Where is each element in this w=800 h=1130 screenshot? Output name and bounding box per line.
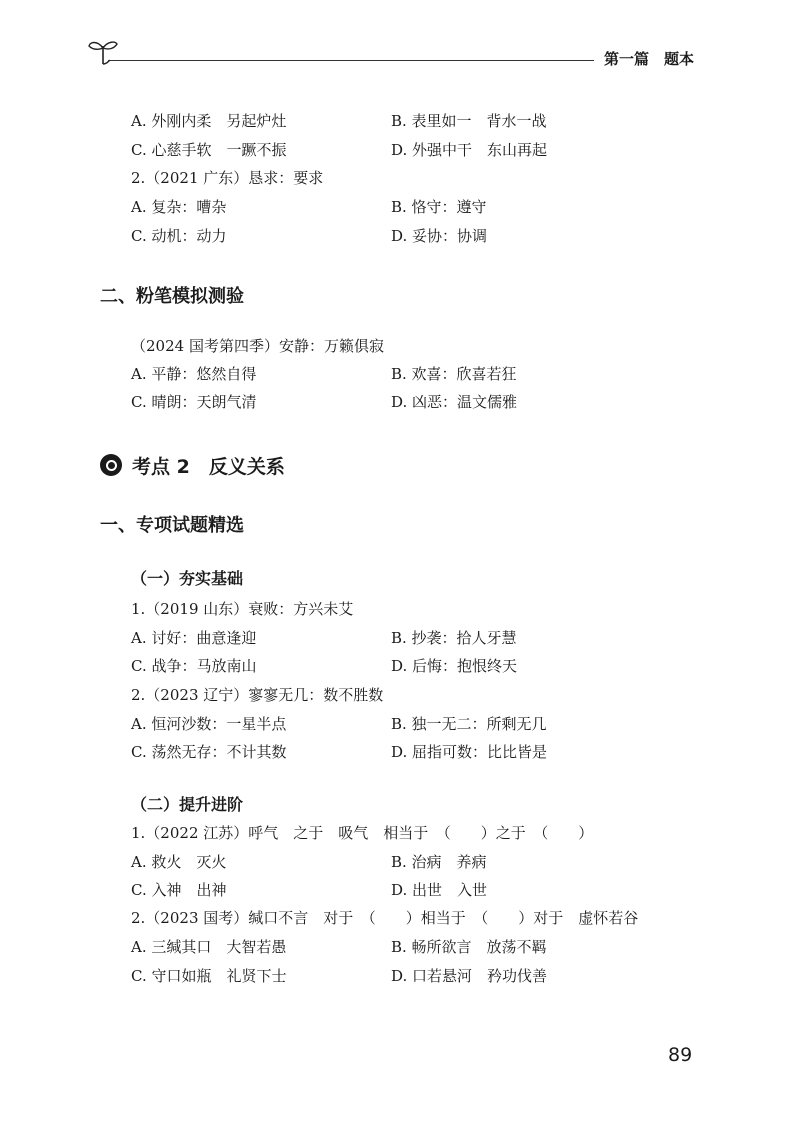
header-label: 第一篇 题本 [604, 50, 695, 68]
question-stem: （2024 国考第四季）安静：万籁俱寂 [131, 337, 384, 355]
option-d: D. 出世 入世 [391, 881, 488, 899]
option-b: B. 畅所欲言 放荡不羁 [391, 938, 547, 956]
option-d: D. 妥协：协调 [391, 227, 488, 245]
option-b: B. 恪守：遵守 [391, 198, 487, 216]
option-c: C. 入神 出神 [131, 881, 227, 899]
option-a: A. 复杂：嘈杂 [131, 198, 227, 216]
option-b: B. 表里如一 背水一战 [391, 112, 547, 130]
option-c: C. 心慈手软 一蹶不振 [131, 141, 287, 159]
option-d: D. 后悔：抱恨终天 [391, 657, 518, 675]
option-b: B. 欢喜：欣喜若狂 [391, 365, 517, 383]
option-a: A. 救火 灭火 [131, 853, 227, 871]
question-stem: 2.（2023 辽宁）寥寥无几：数不胜数 [131, 686, 384, 704]
question-stem: 1.（2019 山东）衰败：方兴未艾 [131, 600, 354, 618]
header-rule [108, 60, 594, 61]
question-stem: 1.（2022 江苏）呼气 之于 吸气 相当于 （ ）之于 （ ） [131, 824, 594, 842]
option-a: A. 外刚内柔 另起炉灶 [131, 112, 287, 130]
page-number: 89 [668, 1044, 693, 1066]
question-stem: 2.（2023 国考）缄口不言 对于 （ ）相当于 （ ）对于 虚怀若谷 [131, 909, 639, 927]
option-b: B. 独一无二：所剩无几 [391, 715, 547, 733]
option-d: D. 凶恶：温文儒雅 [391, 393, 518, 411]
option-d: D. 屈指可数：比比皆是 [391, 743, 548, 761]
subsection-heading: （一）夯实基础 [131, 569, 244, 588]
topic-bullet-icon [100, 454, 122, 476]
option-c: C. 战争：马放南山 [131, 657, 257, 675]
subsection-heading: （二）提升进阶 [131, 795, 244, 814]
option-c: C. 晴朗：天朗气清 [131, 393, 257, 411]
option-a: A. 平静：悠然自得 [131, 365, 257, 383]
option-a: A. 三缄其口 大智若愚 [131, 938, 287, 956]
option-a: A. 恒河沙数：一星半点 [131, 715, 287, 733]
option-c: C. 动机：动力 [131, 227, 227, 245]
sprout-icon [86, 36, 120, 66]
option-a: A. 讨好：曲意逢迎 [131, 629, 257, 647]
section-heading: 一、专项试题精选 [100, 515, 244, 536]
question-stem: 2.（2021 广东）恳求：要求 [131, 169, 324, 187]
section-heading: 二、粉笔模拟测验 [100, 286, 244, 307]
topic-heading [100, 452, 285, 478]
option-d: D. 口若悬河 矜功伐善 [391, 967, 548, 985]
option-c: C. 守口如瓶 礼贤下士 [131, 967, 287, 985]
option-d: D. 外强中干 东山再起 [391, 141, 548, 159]
topic-title: 考点 2 反义关系 [132, 455, 285, 478]
option-c: C. 荡然无存：不计其数 [131, 743, 287, 761]
option-b: B. 治病 养病 [391, 853, 487, 871]
option-b: B. 抄袭：拾人牙慧 [391, 629, 517, 647]
